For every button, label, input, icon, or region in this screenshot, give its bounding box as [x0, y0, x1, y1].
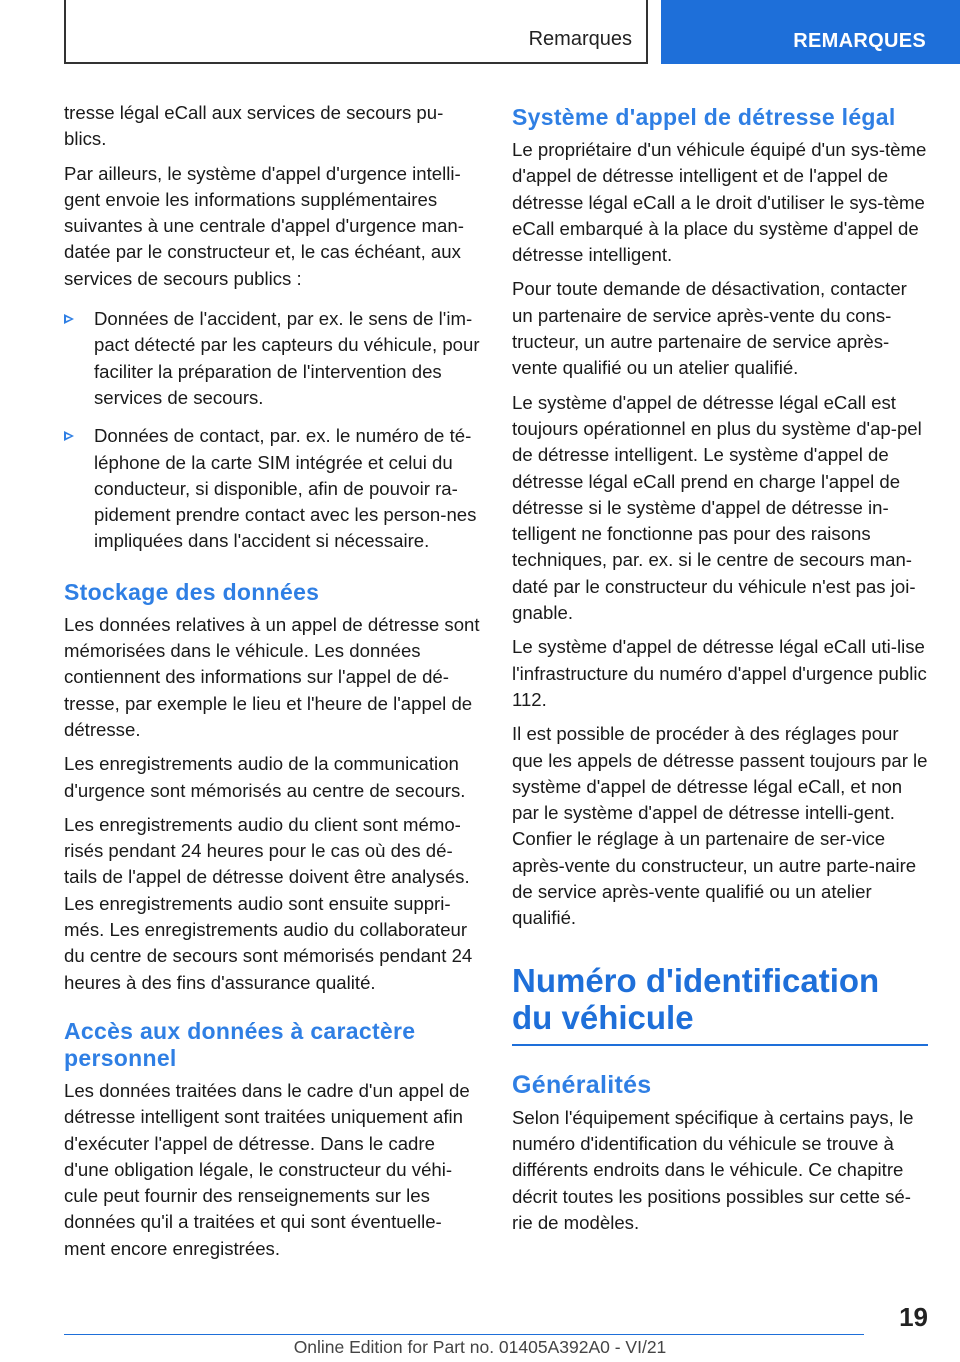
general-paragraph-1: Selon l'équipement spécifique à certains pays, le numéro d'identification du véhicule se trouve à différents endroits dans le véhicule. Ce chapitre décrit toutes les positions possibles sur cette sé-rie de modèles.	[512, 1106, 914, 1233]
legal-paragraph-3: Le système d'appel de détresse légal eCall est toujours opérationnel en plus du système d'ap-pel de détresse intelligent. Le système d'appel de détresse légal eCall prend en charge l'appel de détresse si le système d'appel de détresse in-telligent ne fonctionne pas pour des raisons techniques, par. ex. si le centre de secours man-daté par le constructeur du véhicule n'est pas joi-gnable.	[512, 391, 922, 624]
general-heading: Généralités	[512, 1070, 652, 1099]
chapter-rule	[512, 1044, 928, 1046]
legal-paragraph-5: Il est possible de procéder à des réglages pour que les appels de détresse passent toujours par le système d'appel de détresse légal eCall, et non par le système d'appel de détresse intelli-gent. Confier le réglage à un partenaire de ser-vice après-vente du constructeur, un autre parte-naire de service après-vente qualifié ou un atelier qualifié.	[512, 723, 928, 929]
legal-heading: Système d'appel de détresse légal	[512, 104, 896, 130]
list-item	[64, 306, 481, 411]
header-tab	[661, 0, 960, 64]
header-tab-label: REMARQUES	[793, 30, 926, 52]
list-item-text: Données de contact, par. ex. le numéro de té-léphone de la carte SIM intégrée et celui du conducteur, si disponible, afin de pouvoir ra-pidement prendre contact avec les person-nes impliquées dans l'accident si nécessaire.	[94, 425, 477, 552]
intro-paragraph-2: Par ailleurs, le système d'appel d'urgence intelli-gent envoie les informations supplémentaires suivantes à une centrale d'appel d'urgence man-datée par le constructeur et, le cas échéant, aux services de secours publics :	[64, 162, 464, 289]
left-column	[64, 100, 481, 1270]
access-paragraph-1: Les données traitées dans le cadre d'un appel de détresse intelligent sont traitées uniquement afin d'exécuter l'appel de détresse. Dans le cadre d'une obligation légale, le constructeur du véhi-cule peut fournir des renseignements sur les données qu'il a traitées et qui sont éventuelle-ment encore enregistrées.	[64, 1079, 470, 1259]
storage-heading: Stockage des données	[64, 578, 320, 605]
page-number: 19	[899, 1302, 928, 1332]
access-heading: Accès aux données à caractère personnel	[64, 1017, 416, 1071]
list-item	[64, 423, 481, 554]
bullet-list	[64, 306, 481, 555]
intro-paragraph-1: tresse légal eCall aux services de secours pu-blics.	[64, 102, 444, 150]
header-box	[64, 0, 648, 64]
legal-paragraph-2: Pour toute demande de désactivation, contacter un partenaire de service après-vente du cons-tructeur, un autre partenaire de service après-vente qualifié ou un atelier qualifié.	[512, 278, 907, 379]
footer-text: Online Edition for Part no. 01405A392A0 - VI/21	[293, 1337, 667, 1357]
storage-paragraph-3: Les enregistrements audio du client sont mémo-risés pendant 24 heures pour le cas où des dé-tails de l'appel de détresse doivent être analysés. Les enregistrements audio sont ensuite suppri-més. Les enregistrements audio du collaborateur du centre de secours sont mémorisés pendant 24 heures à des fins d'assurance qualité.	[64, 813, 473, 993]
triangle-bullet-icon	[64, 431, 74, 441]
header-section-label: Remarques	[528, 28, 632, 50]
right-column	[512, 100, 928, 1244]
list-item-text: Données de l'accident, par ex. le sens de l'im-pact détecté par les capteurs du véhicule, pour faciliter la préparation de l'intervention des services de secours.	[94, 308, 480, 408]
legal-paragraph-4: Le système d'appel de détresse légal eCall uti-lise l'infrastructure du numéro d'appel d'urgence public 112.	[512, 636, 927, 710]
storage-paragraph-2: Les enregistrements audio de la communication d'urgence sont mémorisés au centre de secours.	[64, 753, 466, 801]
footer-rule	[64, 1334, 864, 1335]
vin-chapter-title: Numéro d'identification du véhicule	[512, 961, 880, 1036]
storage-paragraph-1: Les données relatives à un appel de détresse sont mémorisées dans le véhicule. Les données contiennent des informations sur l'appel de dé-tresse, par exemple le lieu et l'heure de l'appel de détresse.	[64, 613, 480, 740]
legal-paragraph-1: Le propriétaire d'un véhicule équipé d'un sys-tème d'appel de détresse intelligent et de l'appel de détresse légal eCall a le droit d'utiliser le sys-tème eCall embarqué à la place du système d'appel de détresse intelligent.	[512, 139, 927, 266]
triangle-bullet-icon	[64, 314, 74, 324]
